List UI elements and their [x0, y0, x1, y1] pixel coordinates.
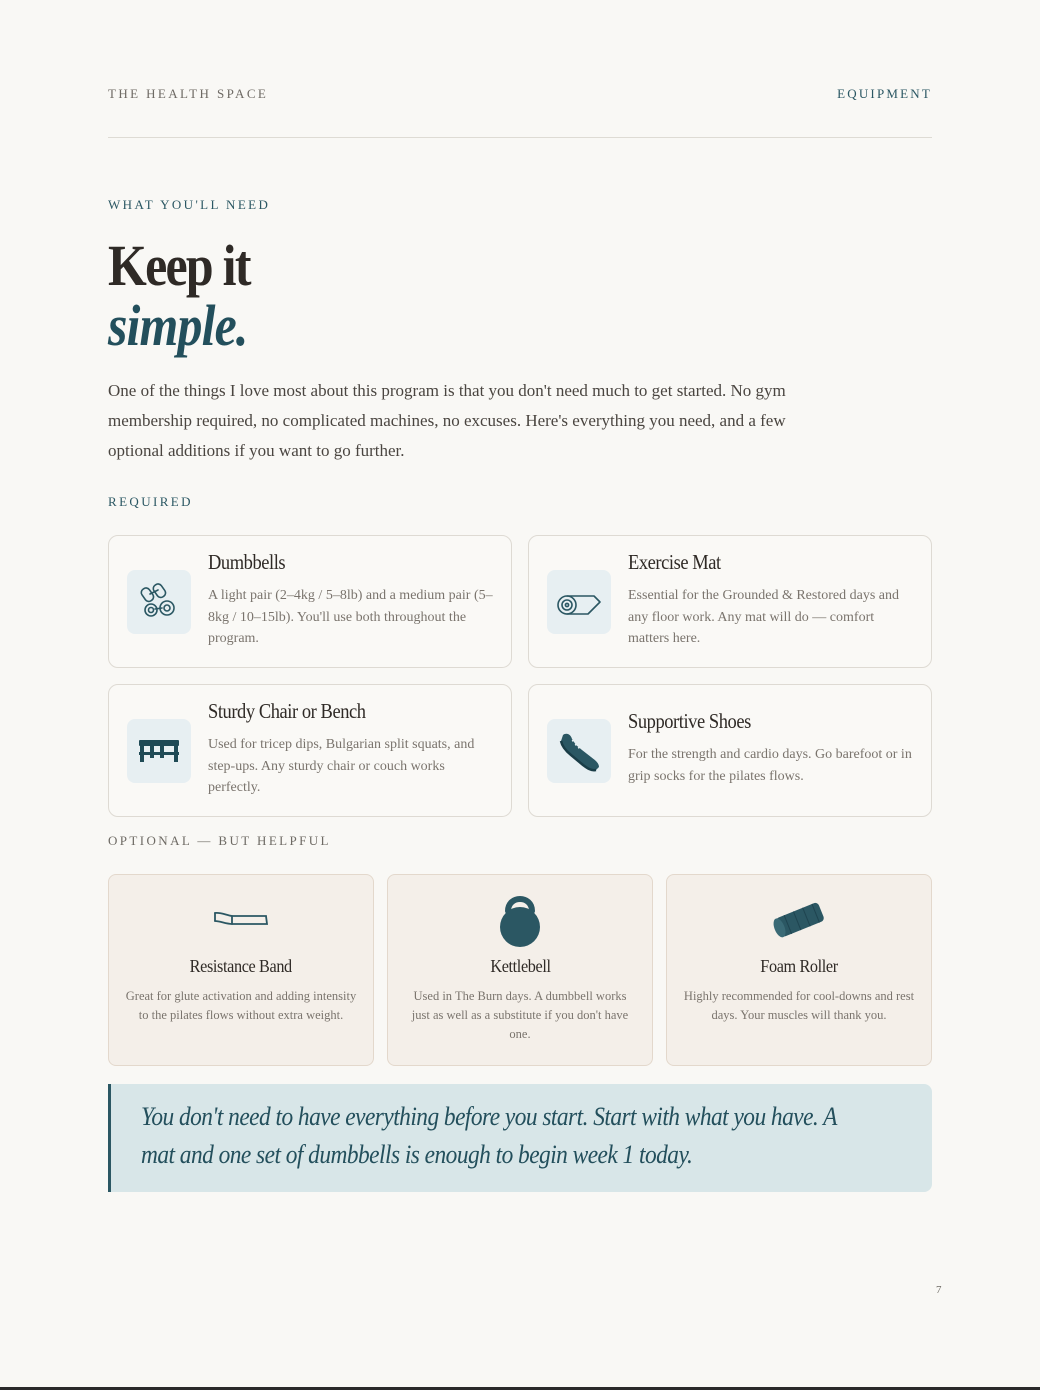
title-line-2: simple. — [108, 293, 248, 358]
required-item-description: Essential for the Grounded & Restored days and any floor work. Any mat will do — comfort matters here. — [628, 588, 899, 646]
required-item-description: A light pair (2–4kg / 5–8lb) and a medium pair (5–8kg / 10–15lb). You'll use both throughout the program. — [208, 588, 493, 646]
optional-card-kettlebell — [387, 874, 653, 1066]
required-card-bench — [108, 684, 512, 817]
required-item-name: Dumbbells — [208, 550, 286, 574]
required-item-description: For the strength and cardio days. Go barefoot or in grip socks for the pilates flows. — [628, 747, 912, 784]
quote-callout — [108, 1084, 932, 1192]
brand-name: THE HEALTH SPACE — [108, 86, 269, 101]
eyebrow-label: WHAT YOU'LL NEED — [108, 197, 271, 212]
section-name: EQUIPMENT — [837, 86, 932, 101]
header-divider — [108, 137, 932, 138]
dumbbells-icon — [127, 570, 191, 634]
exercise-mat-icon — [547, 570, 611, 634]
quote-text: You don't need to have everything before you start. Start with what you have. A mat and one set of dumbbells is enough to begin week 1 today. — [141, 1102, 837, 1169]
page-header — [108, 86, 932, 106]
page — [108, 0, 932, 1390]
foam-roller-icon — [667, 891, 931, 949]
required-item-description: Used for tricep dips, Bulgarian split squats, and step-ups. Any sturdy chair or couch works perfectly. — [208, 737, 475, 795]
optional-item-name: Kettlebell — [489, 956, 551, 976]
required-card-exercise-mat — [528, 535, 932, 668]
optional-item-description: Highly recommended for cool-downs and rest days. Your muscles will thank you. — [683, 989, 915, 1022]
optional-label: OPTIONAL — BUT HELPFUL — [108, 833, 331, 848]
optional-card-resistance-band — [108, 874, 374, 1066]
intro-paragraph: One of the things I love most about this program is that you don't need much to get started. No gym membership required, no complicated machines, no excuses. Here's everything you need, and a few optional additions if you want to go further. — [108, 381, 786, 460]
optional-item-name: Foam Roller — [760, 956, 838, 976]
bench-icon — [127, 719, 191, 783]
optional-item-description: Used in The Burn days. A dumbbell works just as well as a substitute if you don't have one. — [411, 989, 629, 1041]
optional-item-description: Great for glute activation and adding intensity to the pilates flows without extra weight. — [125, 989, 357, 1022]
title-line-1: Keep it — [108, 233, 250, 298]
optional-card-foam-roller — [666, 874, 932, 1066]
required-card-dumbbells — [108, 535, 512, 668]
optional-item-name: Resistance Band — [189, 956, 293, 976]
shoe-icon — [547, 719, 611, 783]
required-label: REQUIRED — [108, 494, 193, 509]
required-item-name: Sturdy Chair or Bench — [208, 699, 366, 723]
page-number: 7 — [936, 1284, 942, 1296]
required-item-name: Supportive Shoes — [628, 709, 751, 733]
required-card-shoes — [528, 684, 932, 817]
resistance-band-icon — [109, 891, 373, 949]
page-title — [108, 233, 273, 358]
required-item-name: Exercise Mat — [628, 550, 721, 574]
kettlebell-icon — [388, 891, 652, 949]
